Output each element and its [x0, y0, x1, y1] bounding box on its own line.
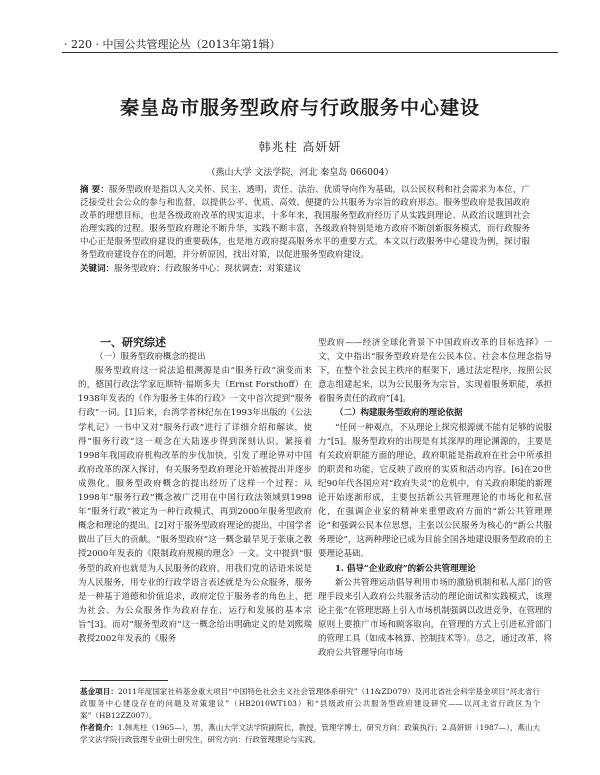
abstract	[80, 184, 530, 276]
author-text: 1.韩兆柱（1965—），男，燕山大学文法学院副院长，教授，管理学博士，研究方向：政策执行；2.高妍妍（1987—），燕山大学文法学院行政管理专业研士研究生，研究方向：行政管理理论与实践。	[80, 723, 541, 744]
author-label: 作者简介：	[80, 723, 118, 732]
abstract-label: 摘 要：	[80, 185, 109, 195]
paragraph: 服务型政府这一说法追根溯源是由“服务行政”演变而来的，德国行政法学家厄斯特·福斯多夫（Ernst Forsthoff）在1938年发表的《作为服务主体的行政》一文中首次提到“服务行政”一词。[1]后来，台湾学者林纪东在1993年出版的《公法学札记》一书中又对“服务行政”进行了详细介绍和解读，使得“服务行政”这一观念在大陆逐步得到深刻认识。紧接着1998年我国政府机构改革的步伐加快，引发了理论界对中国政府改革的深入探讨，有关服务型政府理论开始被提出并逐步成熟化。服务型政府概念的提出经历了这样一个过程：从1998年“服务行政”概念被广泛用在中国行政法领域到1998年“服务行政”被定为一种行政模式，再到2000年服务型政府概念和理论的提出。[2]对于服务型政府理论的提出，中国学者做出了巨大的贡献。“服务型政府”这一概念最早见于张康之教授2000年发表的《限制政府规模的理念》一文。文中提到“服务型的政府也就是为人民服务的政府，用我们党的话语来说是为人民服务，用专业的行政学语言表述就是为公众服务，服务是一种基于道德和价值追求，政府定位于服务者的角色上，把为社会、为公众服务作为政府存在、运行和发展的基本宗旨”[3]。而对“服务型政府”这一概念给出明确定义的是刘熙瑞教授2002年发表的《服务	[78, 366, 312, 644]
footnote-rule	[80, 680, 168, 681]
paragraph: 型政府——经济全球化背景下中国政府改革的目标选择》一文，文中指出“服务型政府是在公民本位、社会本位理念指导下，在整个社会民主秩序的框架下，通过法定程序，按照公民意志组建起来，以为公民服务为宗旨，实现着服务职能，承担着服务责任的政府”[4]。	[318, 338, 552, 405]
right-column	[318, 336, 552, 660]
footnotes	[80, 686, 540, 746]
fund-label: 基金项目：	[80, 687, 118, 696]
left-column	[78, 336, 312, 646]
paragraph: “任何一种观点，不从理论上探究根源就不能有足够的说服力”[5]。服务型政府的出现是有其深厚的理论渊源的，主要是有关政府职能方面的理论，政府职能是指政府在社会中所承担的职责和功能，它反映了政府的实质和活动内容。[6]在20世纪90年代各国应对“政府失灵”的危机中，有关政府职能的新理论开始逐渐形成，主要包括新公共管理理论的市场化和私营化，在强调企业家的精神来重塑政府方面的“新公共管理理论”和强调公民本位思想，主张以公民服务为核心的“新公共服务理论”，这两种理论已成为目前全国各地建设服务型政府的主要理论基础。	[318, 422, 552, 560]
subheading: （一）服务型政府概念的提出	[95, 352, 206, 363]
fund-text: 2011年度国家社科基金重大项目“中国特色社会主义社会管理体系研究”（11&ZD079）及河北省社会科学基金项目“河北省行政服务中心建设存在的问题及对策建议”（HB2010WT103）和“县级政府公共服务型政府建设研究——以河北省行政区为个案”（HB12ZZ007）。	[80, 687, 540, 720]
running-head: · 220 · 中国公共管理论丛（2013年第1辑）	[64, 38, 281, 51]
header-rule	[62, 52, 558, 53]
paragraph: 新公共管理运动倡导利用市场的激励机制和私人部门的管理手段来引入政府公共服务活动的理论面试和实践模式，该理论主张“在管理思路上引入市场机制强调以改进竞争，在管理的原则上要推广市场和顾客取向，在管理的方式上引进私营部门的管理工具（如成本核算、控制技术等）。总之，通过改革，将政府公共管理导向市场	[318, 577, 552, 659]
authors: 韩兆柱 高妍妍	[258, 140, 342, 154]
article-title: 秦皇岛市服务型政府与行政服务中心建设	[119, 97, 480, 119]
subheading: （二）构建服务型政府的理论依据	[335, 408, 463, 419]
affiliation: （燕山大学 文法学院，河北 秦皇岛 066004）	[206, 168, 394, 178]
keywords-text: 服务型政府；行政服务中心；现状调查；对策建议	[114, 264, 302, 274]
abstract-text: 服务型政府是指以人文关怀、民主、透明、责任、法治、优质导向作为基础，以公民权利和社会需求为本位，广泛接受社会公众的参与和监督，以提供公平、优质、高效、便捷的公共服务为宗旨的政府形态。服务型政府是我国政府改革的理想目标，也是各级政府改革的现实追求，十多年来，我国服务型政府经历了从实践到理论、从政治议题到社会治理实践的过程。服务型政府理论不断升华，实践不断丰富，各级政府特别是地方政府不断创新服务模式，而行政服务中心正是服务型政府建设的重要载体，也是地方政府提高服务水平的重要方式。本文以行政服务中心建设为例，探讨服务型政府建设存在的问题，并分析原因，找出对策，以促进服务型政府建设。	[80, 185, 530, 260]
author-note	[80, 722, 540, 746]
sub-subheading: 1. 倡导“企业政府”的新公共管理理论	[335, 563, 476, 574]
section-heading: 一、研究综述	[100, 336, 166, 349]
fund-note	[80, 686, 540, 722]
keywords-label: 关键词：	[80, 264, 115, 274]
keywords	[80, 263, 530, 276]
